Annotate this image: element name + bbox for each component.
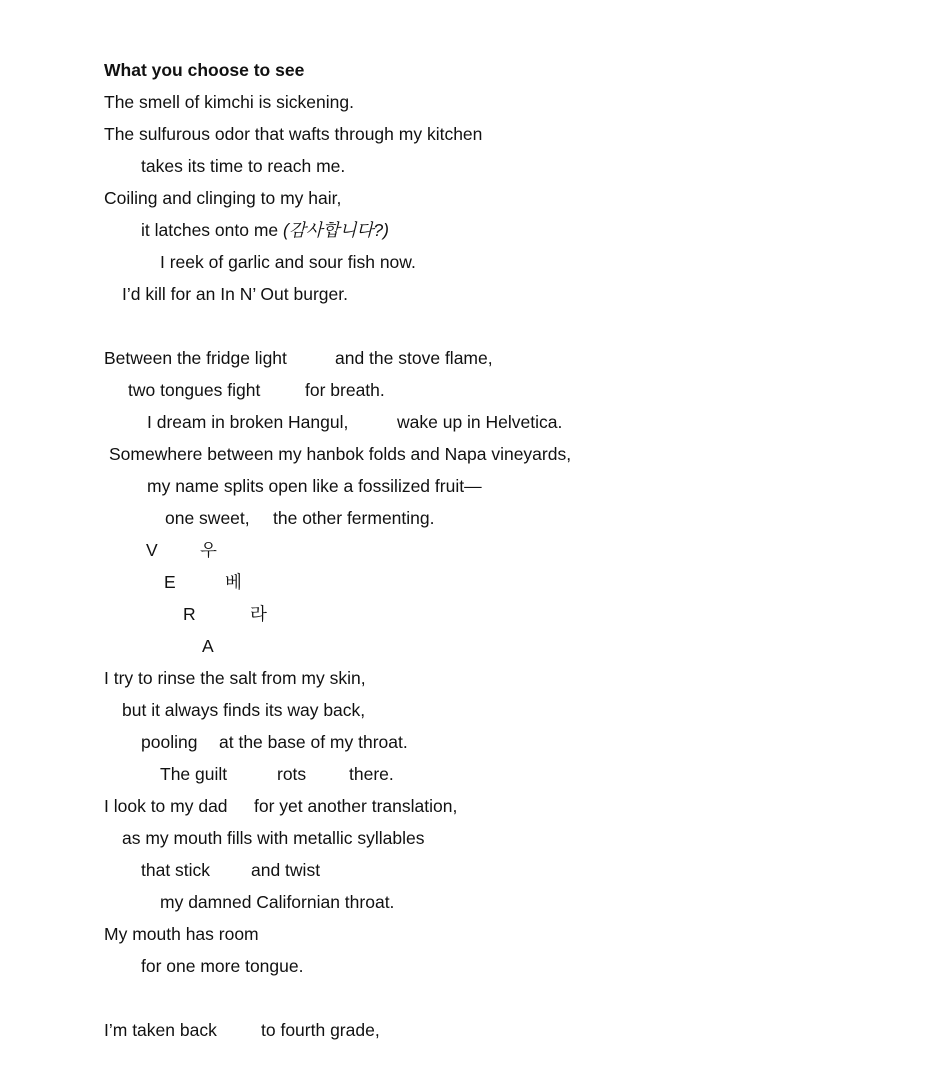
- poem-line: Coiling and clinging to my hair,: [104, 188, 342, 208]
- poem-fragment: for breath.: [305, 380, 385, 400]
- poem-fragment: Between the fridge light: [104, 348, 287, 368]
- poem-fragment: at the base of my throat.: [219, 732, 408, 752]
- verse-letter: R: [183, 604, 196, 624]
- poem-line: I’d kill for an In N’ Out burger.: [122, 284, 348, 304]
- poem-fragment: and twist: [251, 860, 321, 880]
- poem-line: The sulfurous odor that wafts through my kitchen: [104, 124, 483, 144]
- poem-line: as my mouth fills with metallic syllables: [122, 828, 425, 848]
- poem-fragment: I dream in broken Hangul,: [147, 412, 349, 432]
- poem-title: What you choose to see: [104, 60, 305, 80]
- poem-line: my damned Californian throat.: [160, 892, 395, 912]
- poem-line: [141, 219, 389, 241]
- poem-fragment: I’m taken back: [104, 1020, 217, 1040]
- verse-letter: A: [202, 636, 214, 656]
- verse-hangul: 베: [225, 572, 242, 592]
- poem-line: My mouth has room: [104, 924, 259, 944]
- poem-fragment: one sweet,: [165, 508, 250, 528]
- poem-line: my name splits open like a fossilized fruit—: [147, 476, 482, 496]
- verse-hangul: 라: [250, 604, 267, 624]
- poem-fragment: there.: [349, 764, 394, 784]
- korean-aside: (감사합니다?): [283, 220, 389, 240]
- verse-letter: V: [146, 540, 158, 560]
- poem-fragment: rots: [277, 764, 307, 784]
- poem-fragment: pooling: [141, 732, 198, 752]
- poem-fragment: I look to my dad: [104, 796, 228, 816]
- poem-fragment: The guilt: [160, 764, 228, 784]
- poem-fragment: to fourth grade,: [261, 1020, 380, 1040]
- poem-fragment: wake up in Helvetica.: [397, 412, 563, 432]
- verse-hangul: 우: [200, 540, 217, 560]
- poem-line: The smell of kimchi is sickening.: [104, 92, 354, 112]
- verse-letter: E: [164, 572, 176, 592]
- poem-line: for one more tongue.: [141, 956, 304, 976]
- poem-line-text: it latches onto me: [141, 220, 284, 240]
- poem-line: takes its time to reach me.: [141, 156, 346, 176]
- poem-line: Somewhere between my hanbok folds and Napa vineyards,: [109, 444, 572, 464]
- poem-fragment: that stick: [141, 860, 211, 880]
- poem-line: I try to rinse the salt from my skin,: [104, 668, 366, 688]
- poem-line: but it always finds its way back,: [122, 700, 366, 720]
- poem-fragment: and the stove flame,: [335, 348, 493, 368]
- poem-fragment: for yet another translation,: [254, 796, 458, 816]
- poem-line: I reek of garlic and sour fish now.: [160, 252, 416, 272]
- poem-fragment: two tongues fight: [128, 380, 261, 400]
- poem-fragment: the other fermenting.: [273, 508, 435, 528]
